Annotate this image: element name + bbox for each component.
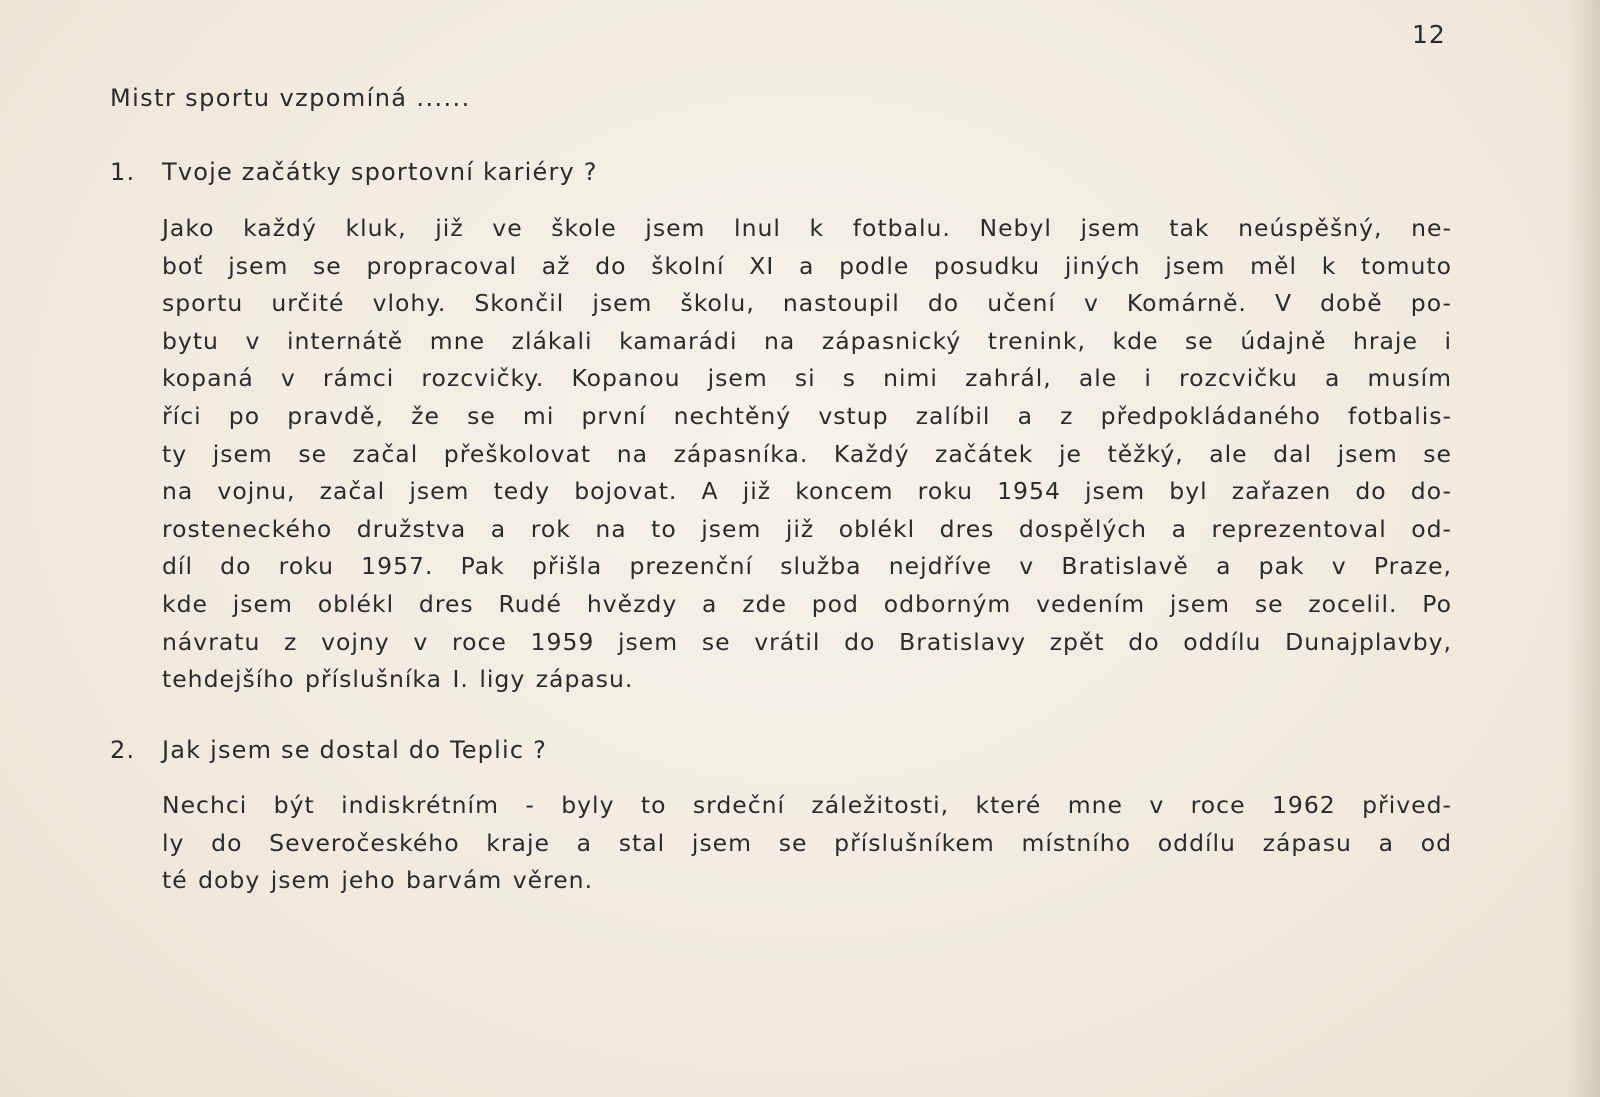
question-number: 2. — [110, 736, 136, 764]
answer-line: návratu z vojny v roce 1959 jsem se vrátil do Bratislavy zpět do oddílu Dunajplavby, — [162, 627, 1452, 656]
answer-line: díl do roku 1957. Pak přišla prezenční služba nejdříve v Bratislavě a pak v Praze, — [162, 552, 1452, 581]
answer-line: bytu v internátě mne zlákali kamarádi na zápasnický trenink, kde se údajně hraje i — [162, 326, 1452, 355]
answer-line: Jako každý kluk, již ve škole jsem lnul k fotbalu. Nebyl jsem tak neúspěšný, ne- — [162, 214, 1452, 242]
answer-line: říci po pravdě, že se mi první nechtěný vstup zalíbil a z předpokládaného fotbalis- — [162, 401, 1452, 430]
question-1 — [110, 158, 810, 194]
page-heading: Mistr sportu vzpomíná ...... — [110, 84, 471, 112]
question-text: Jak jsem se dostal do Teplic ? — [162, 736, 548, 764]
question-text: Tvoje začátky sportovní kariéry ? — [162, 158, 598, 186]
answer-line: rosteneckého družstva a rok na to jsem již oblékl dres dospělých a reprezentoval od- — [162, 514, 1452, 543]
answer-line: kde jsem oblékl dres Rudé hvězdy a zde pod odborným vedením jsem se zocelil. Po — [162, 589, 1452, 618]
question-number: 1. — [110, 158, 136, 186]
answer-line: sportu určité vlohy. Skončil jsem školu, nastoupil do učení v Komárně. V době po- — [162, 289, 1452, 318]
answer-line: ly do Severočeského kraje a stal jsem se příslušníkem místního oddílu zápasu a od — [162, 828, 1452, 857]
question-2 — [110, 736, 810, 772]
answer-2 — [162, 787, 1452, 900]
answer-line: té doby jsem jeho barvám věren. — [162, 866, 594, 895]
answer-line: boť jsem se propracoval až do školní XI a podle posudku jiných jsem měl k tomuto — [162, 251, 1452, 280]
answer-1 — [162, 210, 1452, 699]
answer-line: Nechci být indiskrétním - byly to srdeční záležitosti, které mne v roce 1962 přived- — [162, 791, 1452, 819]
answer-line: na vojnu, začal jsem tedy bojovat. A již koncem roku 1954 jsem byl zařazen do do- — [162, 477, 1452, 506]
answer-line: kopaná v rámci rozcvičky. Kopanou jsem si s nimi zahrál, ale i rozcvičku a musím — [162, 364, 1452, 393]
answer-line: tehdejšího příslušníka I. ligy zápasu. — [162, 665, 634, 694]
page-edge-shadow — [1566, 0, 1600, 1097]
page-number: 12 — [1412, 20, 1446, 49]
answer-line: ty jsem se začal přeškolovat na zápasníka. Každý začátek je těžký, ale dal jsem se — [162, 439, 1452, 468]
